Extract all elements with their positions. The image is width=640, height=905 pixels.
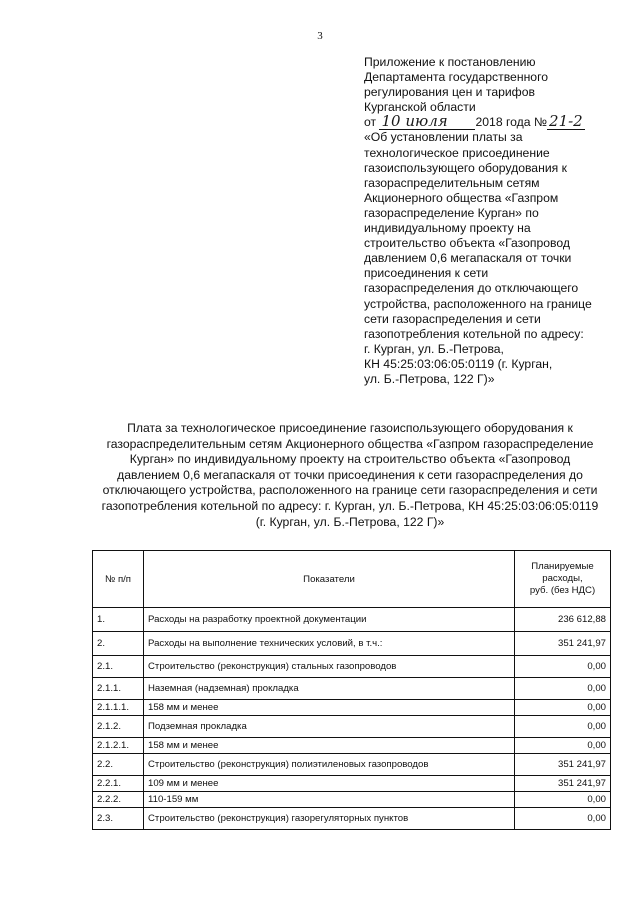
appendix-line: Курганской области: [364, 100, 476, 115]
row-value: 0,00: [515, 808, 611, 830]
column-header-value: [515, 551, 611, 608]
appendix-line: регулирования цен и тарифов: [364, 85, 535, 100]
heading-line: газораспределительным сетям Акционерного общества «Газпром газораспределение: [106, 436, 594, 451]
row-value: 0,00: [515, 716, 611, 738]
appendix-date-line: [364, 112, 634, 131]
row-name: 110-159 мм: [144, 792, 515, 808]
row-name: 158 мм и менее: [144, 700, 515, 716]
row-num: 2.2.: [93, 754, 144, 776]
header-value-line: Планируемые: [531, 561, 594, 572]
appendix-line: Акционерного общества «Газпром: [364, 190, 559, 205]
row-num: 2.2.2.: [93, 792, 144, 808]
appendix-line: присоединения к сети: [364, 266, 489, 281]
date-prefix: от: [364, 115, 377, 130]
column-header-num: № п/п: [93, 551, 144, 608]
appendix-line: индивидуальному проекту на: [364, 221, 531, 236]
appendix-line: «Об установлении платы за: [364, 130, 523, 145]
appendix-line: технологическое присоединение: [364, 145, 550, 160]
appendix-line: ул. Б.-Петрова, 122 Г)»: [364, 371, 495, 386]
table-header-row: [93, 551, 611, 608]
row-name: Расходы на выполнение технических условий, в т.ч.:: [144, 632, 515, 656]
appendix-line: устройства, расположенного на границе: [364, 296, 592, 311]
row-value: 0,00: [515, 738, 611, 754]
table-row: [93, 608, 611, 632]
table-row: [93, 716, 611, 738]
row-num: 2.3.: [93, 808, 144, 830]
appendix-line: газораспределения до отключающего: [364, 281, 579, 296]
row-num: 2.1.1.: [93, 678, 144, 700]
table-row: [93, 738, 611, 754]
year-text: 2018 года №: [475, 115, 548, 130]
row-name: 109 мм и менее: [144, 776, 515, 792]
row-value: 351 241,97: [515, 632, 611, 656]
appendix-line: сети газораспределения и сети: [364, 311, 541, 326]
table-row: [93, 808, 611, 830]
handwritten-number: 21-2: [549, 112, 583, 131]
document-heading: [80, 421, 620, 530]
heading-line: Плата за технологическое присоединение газоиспользующего оборудования к: [127, 421, 573, 435]
date-blank: [379, 112, 475, 131]
header-value-line: расходы,: [542, 573, 583, 584]
number-blank: [547, 112, 585, 131]
appendix-line: г. Курган, ул. Б.-Петрова,: [364, 341, 504, 356]
appendix-header: [364, 55, 634, 387]
appendix-line: Департамента государственного: [364, 70, 549, 85]
row-value: 0,00: [515, 792, 611, 808]
heading-line: отключающего устройства, расположенного на границе сети газораспределения и сети: [102, 483, 598, 498]
heading-line: газопотребления котельной по адресу: г. Курган, ул. Б.-Петрова, КН 45:25:03:06:05:0119: [101, 498, 599, 513]
row-value: 0,00: [515, 678, 611, 700]
row-num: 2.2.1.: [93, 776, 144, 792]
appendix-line: строительство объекта «Газопровод: [364, 236, 571, 251]
row-name: 158 мм и менее: [144, 738, 515, 754]
row-num: 1.: [93, 608, 144, 632]
table-row: [93, 776, 611, 792]
appendix-line: давлением 0,6 мегапаскаля от точки: [364, 251, 572, 266]
header-value-line: руб. (без НДС): [529, 585, 596, 596]
row-num: 2.1.1.1.: [93, 700, 144, 716]
appendix-line: газораспределительным сетям: [364, 175, 540, 190]
table-row: [93, 678, 611, 700]
table-row: [93, 656, 611, 678]
row-num: 2.: [93, 632, 144, 656]
row-name: Строительство (реконструкция) стальных газопроводов: [144, 656, 515, 678]
row-value: 0,00: [515, 700, 611, 716]
tariff-table: [92, 550, 611, 830]
appendix-line: КН 45:25:03:06:05:0119 (г. Курган,: [364, 356, 553, 371]
table-row: [93, 754, 611, 776]
column-header-name: Показатели: [144, 551, 515, 608]
row-value: 351 241,97: [515, 754, 611, 776]
page-number: 3: [317, 30, 323, 42]
heading-line: (г. Курган, ул. Б.-Петрова, 122 Г)»: [255, 514, 445, 529]
appendix-line: газопотребления котельной по адресу:: [364, 326, 584, 341]
row-name: Наземная (надземная) прокладка: [144, 678, 515, 700]
table-row: [93, 792, 611, 808]
appendix-line: газоиспользующего оборудования к: [364, 160, 567, 175]
row-name: Расходы на разработку проектной документации: [144, 608, 515, 632]
row-value: 351 241,97: [515, 776, 611, 792]
handwritten-date: 10 июля: [381, 112, 448, 131]
row-num: 2.1.: [93, 656, 144, 678]
row-value: 0,00: [515, 656, 611, 678]
heading-line: давлением 0,6 мегапаскаля от точки присоединения к сети газораспределения до: [117, 467, 583, 482]
row-name: Подземная прокладка: [144, 716, 515, 738]
row-name: Строительство (реконструкция) полиэтиленовых газопроводов: [144, 754, 515, 776]
row-num: 2.1.2.1.: [93, 738, 144, 754]
appendix-line: Приложение к постановлению: [364, 55, 536, 69]
row-name: Строительство (реконструкция) газорегуляторных пунктов: [144, 808, 515, 830]
row-num: 2.1.2.: [93, 716, 144, 738]
appendix-line: газораспределение Курган» по: [364, 205, 539, 220]
row-value: 236 612,88: [515, 608, 611, 632]
table-row: [93, 700, 611, 716]
heading-line: Курган» по индивидуальному проекту на строительство объекта «Газопровод: [129, 452, 571, 467]
table-row: [93, 632, 611, 656]
